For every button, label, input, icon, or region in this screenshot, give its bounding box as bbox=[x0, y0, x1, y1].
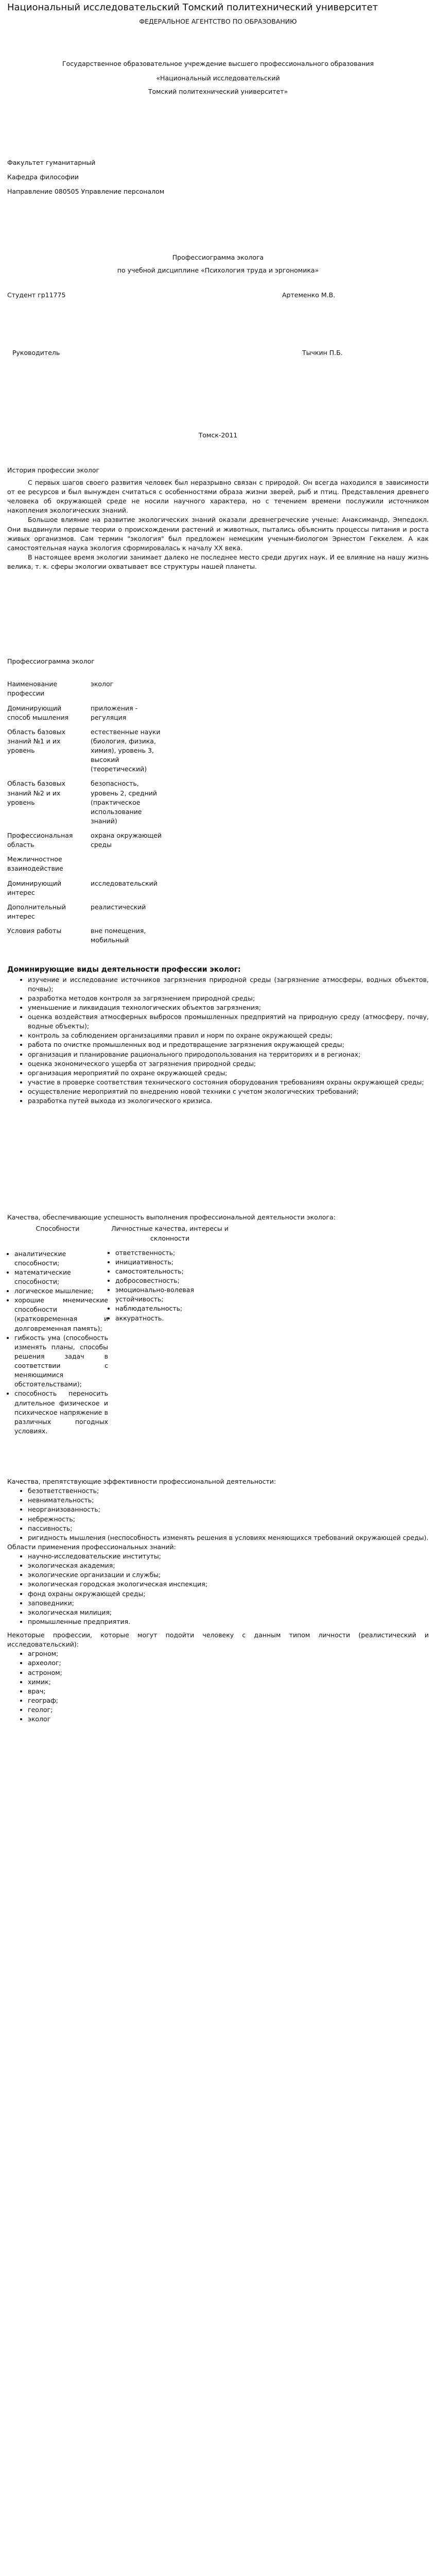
list-item: • оценка экономического ущерба от загрязнения природной среды; bbox=[28, 1059, 429, 1069]
applications-intro: Области применения профессиональных знаний: bbox=[7, 1543, 176, 1551]
list-item: • эколог bbox=[28, 1715, 429, 1724]
activities-list bbox=[7, 975, 429, 1106]
department: Кафедра философии bbox=[7, 173, 79, 181]
list-item: • географ; bbox=[28, 1696, 429, 1705]
row-value: приложения - регуляция bbox=[91, 704, 138, 721]
student-row bbox=[7, 291, 429, 301]
qualities-intro: Качества, обеспечивающие успешность выполнения профессиональной деятельности эколога: bbox=[7, 1213, 336, 1222]
row-key: Дополнительный интерес bbox=[7, 903, 66, 920]
list-item: • заповедники; bbox=[28, 1599, 429, 1608]
list-item: • организация и планирование рационального природопользования на территориях и в регионах; bbox=[28, 1050, 429, 1059]
list-item: • небрежность; bbox=[28, 1515, 429, 1524]
history-heading: История профессии эколог bbox=[7, 466, 100, 474]
institution-line-3: Томский политехнический университет» bbox=[148, 87, 288, 95]
list-item: • работа по очистке промышленных вод и предотвращение загрязнения окружающей среды; bbox=[28, 1040, 429, 1049]
obstacles-list bbox=[7, 1486, 429, 1543]
related-intro: Некоторые профессии, которые могут подойти человеку с данным типом личности (реалистический и исследовательский): bbox=[7, 1631, 429, 1649]
row-key: Межличностное взаимодействие bbox=[7, 855, 63, 873]
list-item: • экологическая городская экологическая инспекция; bbox=[28, 1580, 429, 1589]
list-item: • математические способности; bbox=[14, 1268, 108, 1286]
row-value: реалистический bbox=[91, 903, 146, 911]
supervisor-name: Тычкин П.Б. bbox=[302, 348, 343, 357]
list-item: • самостоятельность; bbox=[115, 1267, 232, 1276]
list-item: • геолог; bbox=[28, 1705, 429, 1715]
list-item: • промышленные предприятия. bbox=[28, 1617, 429, 1626]
list-item: • экологическая академия; bbox=[28, 1561, 429, 1570]
row-key: Условия работы bbox=[7, 927, 62, 935]
list-item: • добросовестность; bbox=[115, 1276, 232, 1285]
row-value bbox=[91, 855, 173, 878]
list-item: • оценка воздействия атмосферных выбросов промышленных предприятий на природную среду (атмосферу, почву, водные объекты); bbox=[28, 1012, 429, 1031]
row-value: безопасность, уровень 2, средний (практическое использование знаний) bbox=[91, 779, 158, 825]
list-item: • пассивность; bbox=[28, 1524, 429, 1533]
profile-table bbox=[7, 680, 173, 950]
table-row bbox=[7, 903, 173, 926]
obstacles-intro: Качества, препятствующие эффективности профессиональной деятельности: bbox=[7, 1478, 276, 1486]
row-key: Область базовых знаний №1 и их уровень bbox=[7, 727, 65, 754]
list-item: • безответственность; bbox=[28, 1486, 429, 1496]
traits-title: Личностные качества, интересы и склонности bbox=[111, 1225, 229, 1242]
row-value: исследовательский bbox=[91, 879, 158, 887]
list-item: • гибкость ума (способность изменять планы, способы решения задач в соответствии с меняющимися обстоятельствами); bbox=[14, 1333, 108, 1389]
supervisor-row bbox=[7, 348, 429, 359]
city-year: Томск-2011 bbox=[198, 431, 238, 439]
faculty: Факультет гуманитарный bbox=[7, 159, 96, 166]
profile-heading: Профессиограмма эколог bbox=[7, 657, 95, 666]
row-key: Область базовых знаний №2 и их уровень bbox=[7, 779, 65, 806]
table-row bbox=[7, 680, 173, 703]
qualities-columns bbox=[7, 1224, 429, 1436]
row-key: Наименование профессии bbox=[7, 680, 58, 698]
table-row bbox=[7, 727, 173, 779]
list-item: • инициативность; bbox=[115, 1258, 232, 1267]
list-item: • участие в проверке соответствия технического состояния оборудования требованиям охраны окружающей среды; bbox=[28, 1078, 429, 1087]
list-item: • уменьшение и ликвидация технологических объектов загрязнения; bbox=[28, 1003, 429, 1012]
row-value: вне помещения, мобильный bbox=[91, 927, 146, 944]
list-item: • организация мероприятий по охране окружающей среды; bbox=[28, 1069, 429, 1078]
row-key: Доминирующий интерес bbox=[7, 879, 62, 896]
abilities-column bbox=[7, 1224, 108, 1436]
abilities-list bbox=[7, 1249, 108, 1436]
table-row bbox=[7, 926, 173, 950]
table-row bbox=[7, 879, 173, 903]
list-item: • логическое мышление; bbox=[14, 1286, 108, 1296]
list-item: • агроном; bbox=[28, 1649, 429, 1658]
list-item: • врач; bbox=[28, 1687, 429, 1696]
row-value: охрана окружающей среды bbox=[91, 832, 162, 849]
traits-column bbox=[108, 1224, 232, 1436]
list-item: • ригидность мышления (неспособность изменять решения в условиях меняющихся требований окружающей среды). bbox=[28, 1533, 429, 1543]
list-item: • ответственность; bbox=[115, 1248, 232, 1258]
list-item: • фонд охраны окружающей среды; bbox=[28, 1589, 429, 1599]
abilities-title: Способности bbox=[36, 1225, 80, 1233]
supervisor-label: Руководитель bbox=[12, 348, 60, 357]
activities-heading: Доминирующие виды деятельности профессии эколог: bbox=[7, 965, 241, 974]
student-label: Студент гр11775 bbox=[7, 291, 66, 299]
list-item: • наблюдательность; bbox=[115, 1304, 232, 1313]
list-item: • экологические организации и службы; bbox=[28, 1570, 429, 1580]
list-item: • археолог; bbox=[28, 1658, 429, 1668]
table-row bbox=[7, 831, 173, 855]
list-item: • контроль за соблюдением организациями правил и норм по охране окружающей среды; bbox=[28, 1031, 429, 1040]
row-value: эколог bbox=[91, 680, 114, 688]
row-key: Профессиональная область bbox=[7, 832, 73, 849]
direction: Направление 080505 Управление персоналом bbox=[7, 188, 165, 196]
list-item: • изучение и исследование источников загрязнения природной среды (загрязнение атмосферы, водных объектов, почвы); bbox=[28, 975, 429, 994]
list-item: • научно-исследовательские институты; bbox=[28, 1552, 429, 1561]
list-item: • неорганизованность; bbox=[28, 1505, 429, 1514]
applications-list bbox=[7, 1552, 429, 1626]
row-key: Доминирующий способ мышления bbox=[7, 704, 69, 721]
list-item: • разработка методов контроля за загрязнением природной среды; bbox=[28, 994, 429, 1003]
site-title: Национальный исследовательский Томский политехнический университет bbox=[7, 2, 378, 13]
institution-line-2: «Национальный исследовательский bbox=[156, 74, 280, 82]
list-item: • химик; bbox=[28, 1677, 429, 1687]
list-item: • аналитические способности; bbox=[14, 1249, 108, 1268]
list-item: • эмоционально-волевая устойчивость; bbox=[115, 1285, 232, 1304]
traits-list bbox=[108, 1248, 232, 1323]
list-item: • осуществление мероприятий по внедрению новой техники с учетом экологических требований; bbox=[28, 1087, 429, 1096]
work-title: Профессиограмма эколога bbox=[172, 253, 264, 262]
institution-line-1: Государственное образовательное учреждение высшего профессионального образования bbox=[62, 59, 374, 67]
list-item: • хорошие мнемические способности (кратковременная и долговременная память); bbox=[14, 1296, 108, 1333]
table-row bbox=[7, 855, 173, 878]
list-item: • способность переносить длительное физическое и психическое напряжение в различных погодных условиях. bbox=[14, 1389, 108, 1436]
table-row bbox=[7, 779, 173, 831]
list-item: • астроном; bbox=[28, 1668, 429, 1677]
agency-line: ФЕДЕРАЛЬНОЕ АГЕНТСТВО ПО ОБРАЗОВАНИЮ bbox=[139, 17, 297, 25]
related-list bbox=[7, 1649, 429, 1724]
history-paragraph-2: Большое влияние на развитие экологических знаний оказали древнегреческие ученые: Анаксимандр, Эмпедокл. Они выдвинули первые теории о происхождении растений и животных, пытались объяснить процессы питания и роста живых организмов. Сам термин "экология" был предложен немецким ученым-биологом Эрнестом Геккелем. А как самостоятельная наука экология сформировалась к началу XX века. bbox=[7, 516, 429, 552]
history-paragraph-3: В настоящее время экологии занимает далеко не последнее место среди других наук. И ее влияние на нашу жизнь велика, т. к. сферы экологии охватывает все структуры нашей планеты. bbox=[7, 553, 429, 570]
history-paragraph-1: С первых шагов своего развития человек был неразрывно связан с природой. Он всегда находился в зависимости от ее ресурсов и был вынужден считаться с особенностями образа жизни зверей, рыб и птиц. Представления древнего человека об окружающей среде не носили научного характера, но с течением времени послужили источником накопления экологических знаний. bbox=[7, 478, 429, 515]
student-name: Артеменко М.В. bbox=[282, 291, 336, 299]
work-subtitle: по учебной дисциплине «Психология труда и эргономика» bbox=[117, 266, 319, 274]
list-item: • экологическая милиция; bbox=[28, 1608, 429, 1617]
row-value: естественные науки (биология, физика, химия), уровень 3, высокий (теоретический) bbox=[91, 727, 161, 773]
list-item: • разработка путей выхода из экологического кризиса. bbox=[28, 1096, 429, 1106]
list-item: • аккуратность. bbox=[115, 1314, 232, 1323]
list-item: • невнимательность; bbox=[28, 1496, 429, 1505]
table-row bbox=[7, 704, 173, 727]
